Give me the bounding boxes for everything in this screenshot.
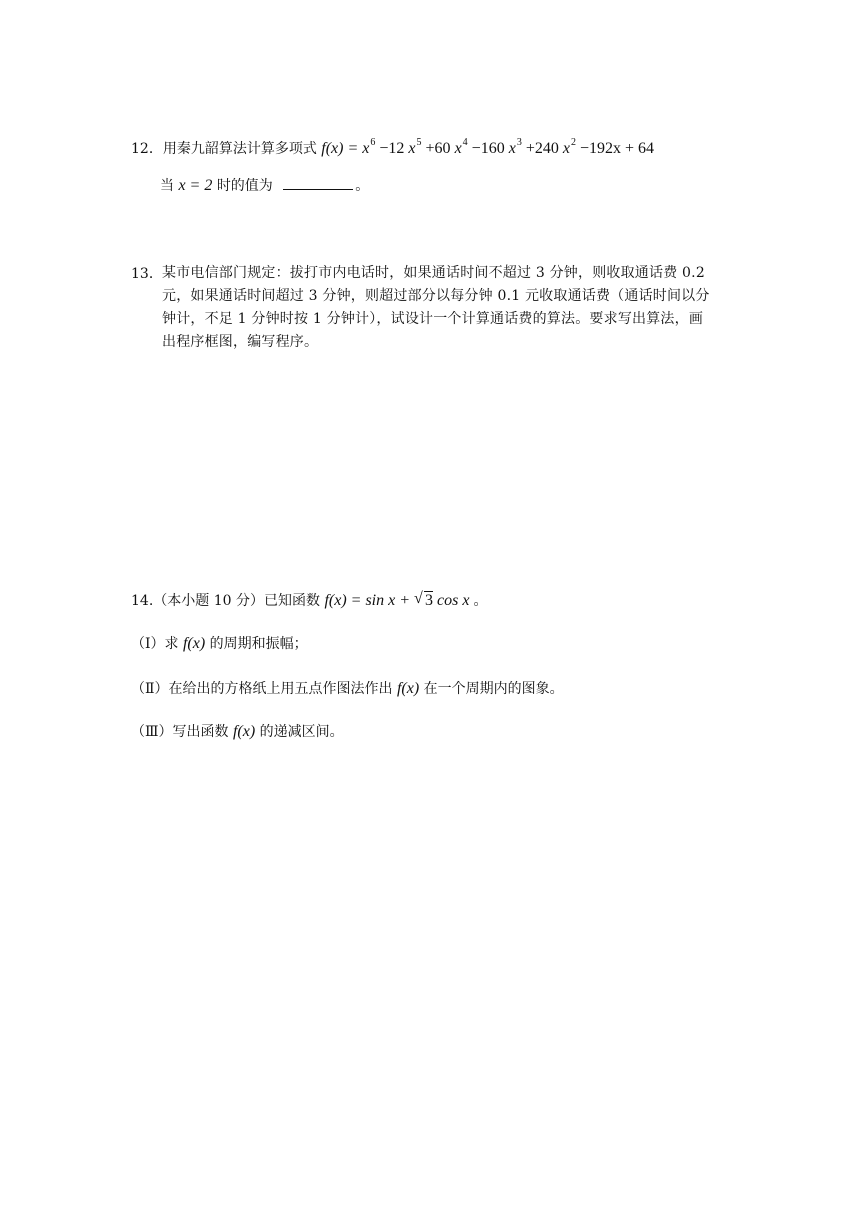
q12-term-1: $x^6$ xyxy=(362,137,376,157)
q12-line2-end: 。 xyxy=(355,178,370,194)
q12-line2-suffix: 时的值为 xyxy=(216,178,273,194)
q12-condition: x = 2 xyxy=(178,177,213,194)
q12-answer-blank[interactable] xyxy=(283,177,353,190)
q13-line-2: 元，如果通话时间超过 3 分钟，则超过部分以每分钟 0.1 元收取通话费（通话时间以分 xyxy=(162,288,710,304)
q12-line1 xyxy=(131,139,654,161)
q12-term-5: +240 $x^2$ xyxy=(525,137,576,157)
q14-part-3: （Ⅲ）写出函数 f(x) 的递减区间。 xyxy=(131,723,344,740)
q14-number: 14. xyxy=(131,593,154,609)
q12-term-4: −160 $x^3$ xyxy=(471,137,522,157)
q13-body xyxy=(162,262,740,354)
q13-number: 13． xyxy=(131,266,163,282)
q12-term-2: −12 $x^5$ xyxy=(379,137,422,157)
q14-line1 xyxy=(131,591,487,611)
q12-formula xyxy=(321,137,654,157)
q13-line-4: 出程序框图，编写程序。 xyxy=(162,334,319,350)
q13-line-3: 钟计，不足 1 分钟时按 1 分钟计），试设计一个计算通话费的算法。要求写出算法，画 xyxy=(162,311,704,327)
q14-formula: f(x) = sin x + √ 3 cos x xyxy=(324,592,473,609)
sqrt-symbol: √ 3 xyxy=(414,591,433,611)
q12-formula-lhs: f(x) = xyxy=(321,140,359,157)
q12-term-3: +60 $x^4$ xyxy=(425,137,468,157)
q12-text: 用秦九韶算法计算多项式 xyxy=(162,141,317,157)
q12-number: 12． xyxy=(131,141,163,157)
q14-intro-end: 。 xyxy=(473,593,488,609)
q13-line-1: 某市电信部门规定：拔打市内电话时，如果通话时间不超过 3 分钟，则收取通话费 0.2 xyxy=(162,265,705,281)
q14-part-1: （Ⅰ）求 f(x) 的周期和振幅； xyxy=(131,635,308,652)
q12-line2 xyxy=(160,176,369,196)
q12-term-tail: −192x + 64 xyxy=(579,140,654,157)
q12-line2-prefix: 当 xyxy=(160,178,174,194)
q14-intro: （本小题 10 分）已知函数 xyxy=(153,593,320,609)
q14-part-2: （Ⅱ）在给出的方格纸上用五点作图法作出 f(x) 在一个周期内的图象。 xyxy=(131,680,564,697)
